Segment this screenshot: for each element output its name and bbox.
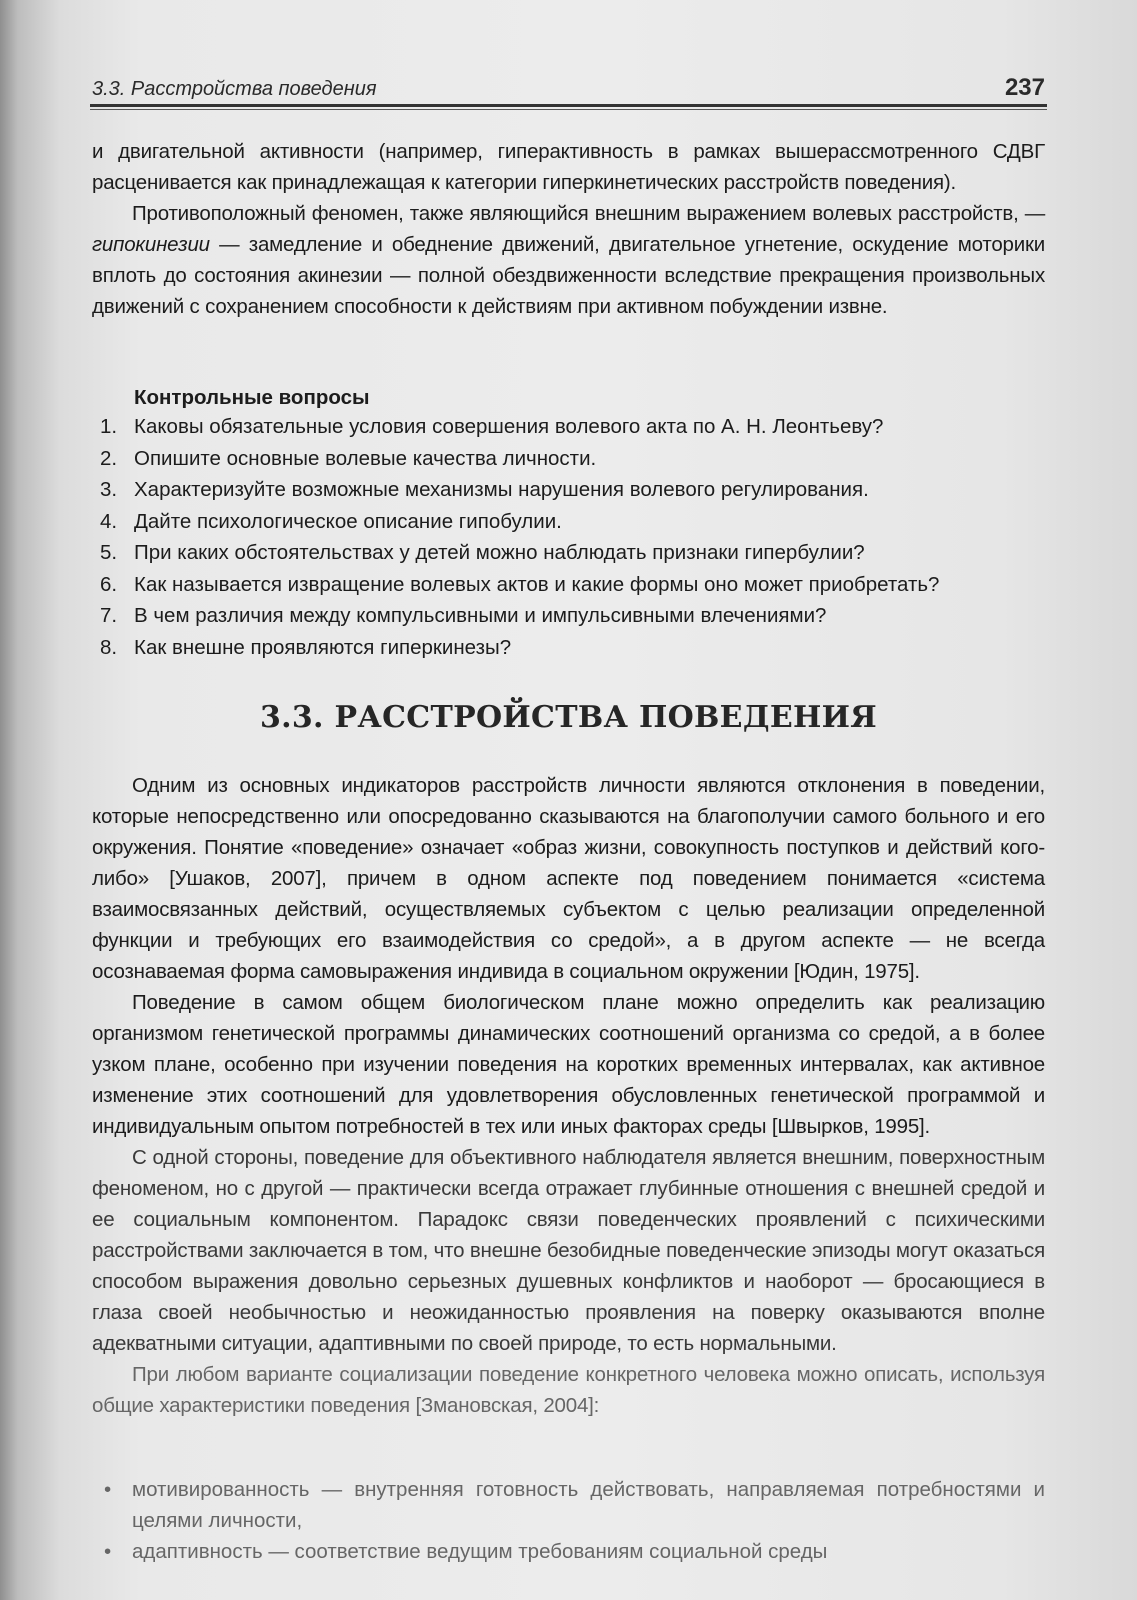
item-text: Как внешне проявляются гиперкинезы?: [134, 635, 512, 659]
list-item: [100, 474, 1050, 506]
list-item: [100, 443, 1050, 475]
list-item: [100, 569, 1050, 601]
list-item: [100, 600, 1050, 632]
item-text: В чем различия между компульсивными и импульсивными влечениями?: [134, 604, 827, 627]
paragraph: Поведение в самом общем биологическом плане можно определить как реализацию организмом генетической программы динамических соотношений организма со средой, а в более узком плане, особенно при изучении поведения на коротких временных интервалах, как активное изменение этих соотношений для удовлетворения обусловленных генетической программой и индивидуальным опытом потребностей в тех или иных факторах среды [Швырков, 1995].: [92, 991, 1045, 1138]
questions-list: [100, 411, 1050, 663]
list-item: [100, 537, 1050, 569]
paragraph: [92, 198, 1045, 322]
item-number: 1.: [100, 415, 118, 438]
list-item: [100, 411, 1050, 443]
list-item: [100, 1536, 1045, 1567]
text-run: — замедление и обеднение движений, двигательное угнетение, оскудение моторики вплоть до состояния акинезии — полной обездвиженности вследствие прекращения произвольных движений с сохранением способности к действиям при активном побуждении извне.: [92, 233, 1045, 318]
list-item: [100, 632, 1050, 664]
list-item: [100, 506, 1050, 538]
paragraph: При любом варианте социализации поведение конкретного человека можно описать, используя общие характеристики поведения [Змановская, 2004]:: [92, 1363, 1045, 1417]
item-text: При каких обстоятельствах у детей можно наблюдать признаки гипербулии?: [134, 541, 865, 564]
section-text: [92, 770, 1045, 1421]
text-run: Противоположный феномен, также являющийся внешним выражением волевых расстройств, —: [132, 202, 1045, 225]
section-heading: 3.3. РАССТРОЙСТВА ПОВЕДЕНИЯ: [259, 700, 878, 735]
item-number: 3.: [100, 478, 118, 501]
term-italic: гипокинезии: [92, 233, 210, 256]
item-text: Характеризуйте возможные механизмы нарушения волевого регулирования.: [134, 478, 869, 501]
page-number: 237: [1004, 74, 1045, 101]
characteristics-list: [100, 1474, 1045, 1567]
paragraph: и двигательной активности (например, гиперактивность в рамках вышерассмотренного СДВГ расценивается как принадлежащая к категории гиперкинетических расстройств поведения).: [92, 140, 1045, 194]
item-number: 2.: [100, 446, 118, 470]
bullet-icon: •: [104, 1478, 112, 1501]
item-text: Как называется извращение волевых актов и какие формы оно может приобретать?: [134, 572, 940, 596]
paragraph: Одним из основных индикаторов расстройств личности являются отклонения в поведении, которые непосредственно или опосредованно сказываются на благополучии самого больного и его окружения. Понятие «поведение» означает «образ жизни, совокупность поступков и действий кого-либо» [Ушаков, 2007], причем в одном аспекте под поведением понимается «система взаимосвязанных действий, осуществляемых субъектом с целью реализации определенной функции и требующих его взаимодействия со средой», а в другом аспекте — не всегда осознаваемая форма самовыражения индивида в социальном окружении [Юдин, 1975].: [92, 774, 1045, 983]
list-item: [100, 1474, 1045, 1536]
running-header: [92, 76, 1045, 104]
item-number: 7.: [100, 604, 118, 627]
header-rule: [90, 104, 1047, 107]
item-text: мотивированность — внутренняя готовность действовать, направляемая потребностями и целями личности,: [132, 1478, 1045, 1532]
intro-text: [92, 136, 1045, 322]
paragraph: С одной стороны, поведение для объективного наблюдателя является внешним, поверхностным феноменом, но с другой — практически всегда отражает глубинные отношения с внешней средой и ее социальным компонентом. Парадокс связи поведенческих проявлений с психическими расстройствами заключается в том, что внешне безобидные поведенческие эпизоды могут оказаться способом выражения довольно серьезных душевных конфликтов и наоборот — бросающиеся в глаза своей необычностью и неожиданностью проявления на поверку оказываются вполне адекватными ситуации, адаптивными по своей природе, то есть нормальными.: [92, 1146, 1045, 1355]
item-text: Опишите основные волевые качества личности.: [134, 446, 597, 470]
header-rule-thin: [90, 109, 1047, 110]
questions-heading: Контрольные вопросы: [134, 386, 370, 409]
item-number: 5.: [100, 541, 118, 564]
item-text: адаптивность — соответствие ведущим требованиям социальной среды: [132, 1540, 828, 1563]
item-number: 6.: [100, 572, 118, 596]
running-header-title: 3.3. Расстройства поведения: [92, 78, 377, 100]
item-number: 8.: [100, 635, 118, 659]
bullet-icon: •: [104, 1540, 112, 1563]
item-text: Каковы обязательные условия совершения волевого акта по А. Н. Леонтьеву?: [134, 415, 884, 438]
item-text: Дайте психологическое описание гипобулии.: [134, 509, 562, 533]
item-number: 4.: [100, 509, 118, 533]
